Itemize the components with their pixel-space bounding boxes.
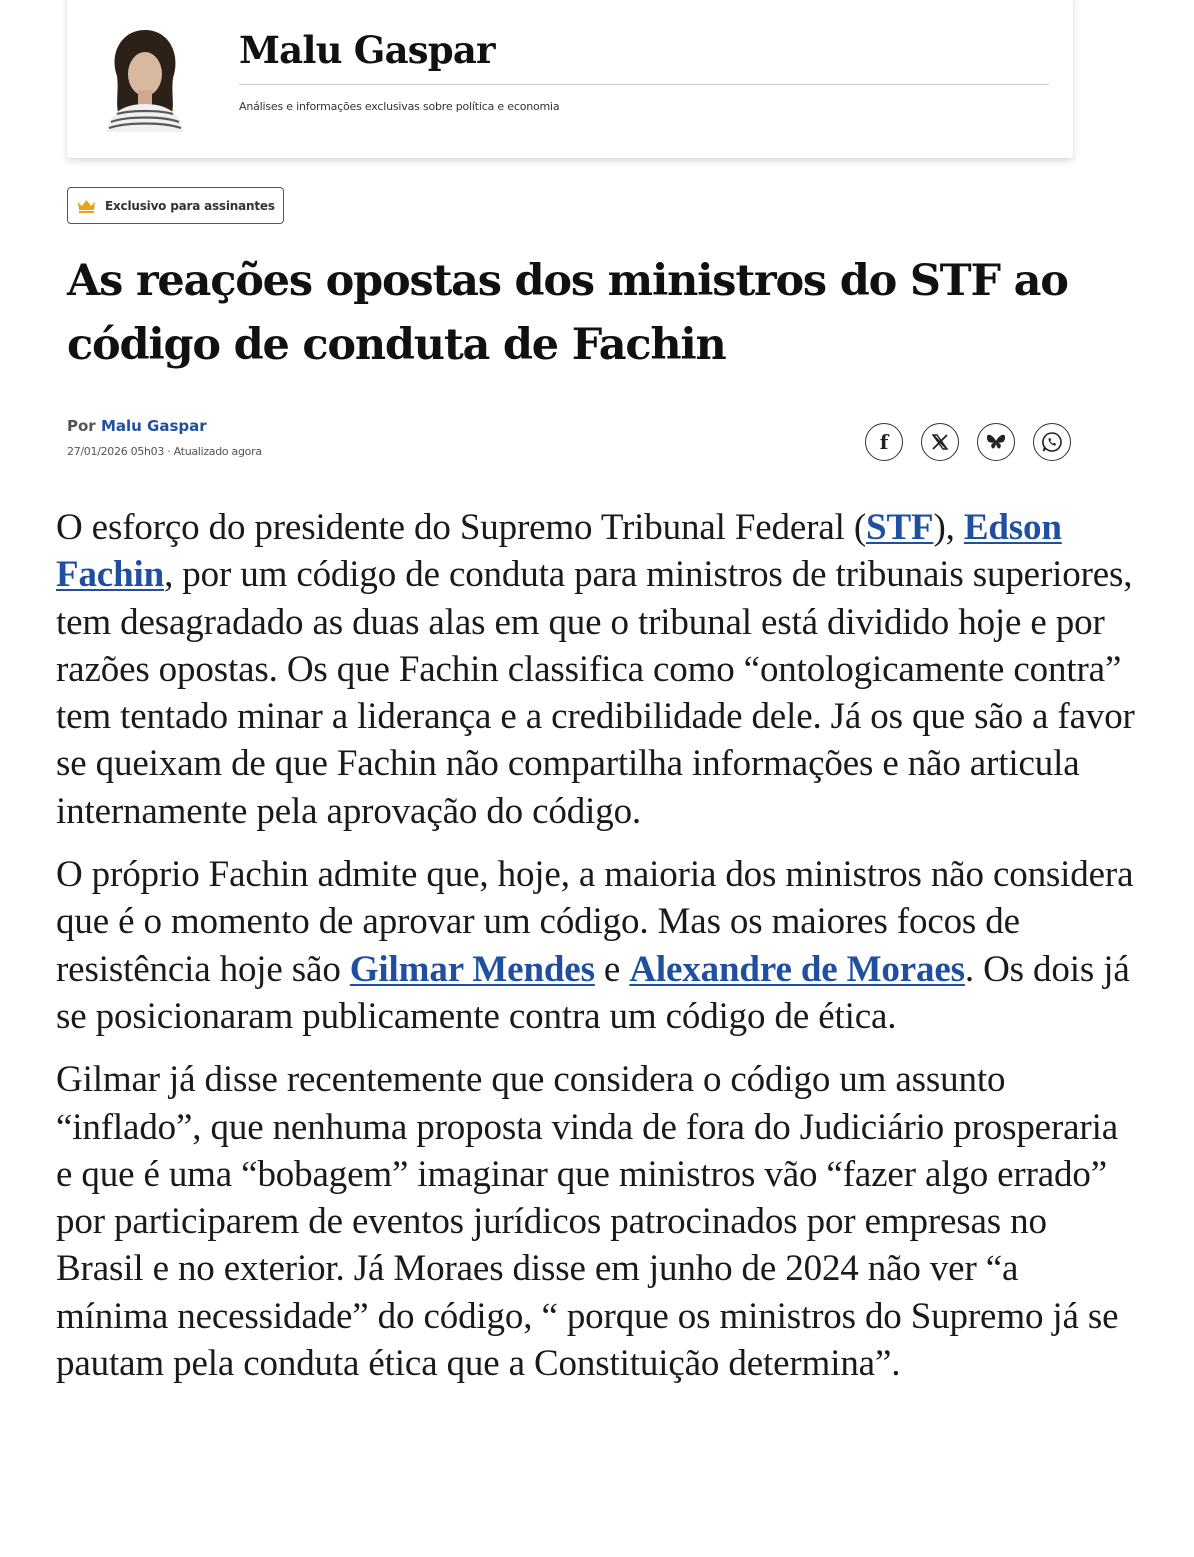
column-tagline: Análises e informações exclusivas sobre política e economia xyxy=(239,100,560,113)
share-facebook-button[interactable] xyxy=(865,423,903,461)
crown-icon xyxy=(77,199,96,213)
share-whatsapp-button[interactable] xyxy=(1033,423,1071,461)
article-body xyxy=(56,504,1136,1403)
author-link[interactable]: Malu Gaspar xyxy=(100,417,207,435)
alexandre-de-moraes-link[interactable]: Alexandre de Moraes xyxy=(629,948,965,990)
paragraph-text: O esforço do presidente do Supremo Tribunal Federal ( xyxy=(56,507,867,548)
facebook-icon: f xyxy=(879,430,889,454)
subscriber-exclusive-badge xyxy=(67,187,284,224)
gilmar-mendes-link[interactable]: Gilmar Mendes xyxy=(349,948,595,990)
share-bluesky-button[interactable] xyxy=(977,423,1015,461)
whatsapp-icon xyxy=(1041,431,1063,453)
column-divider xyxy=(239,84,1049,85)
stf-link[interactable]: STF xyxy=(866,507,934,548)
paragraph-text: ), xyxy=(933,507,964,548)
publish-date: 27/01/2026 05h03 · Atualizado agora xyxy=(67,445,262,458)
body-paragraph: Gilmar já disse recentemente que considera o código um assunto “inflado”, que nenhuma proposta vinda de fora do Judiciário prosperaria e que é uma “bobagem” imaginar que ministros vão “fazer algo errado” por participarem de eventos jurídicos patrocinados por empresas no Brasil e no exterior. Já Moraes disse em junho de 2024 não ver “a mínima necessidade” do código, “ porque os ministros do Supremo já se pautam pela conduta ética que a Constituição determina”. xyxy=(56,1059,1119,1385)
paragraph-text: , por um código de conduta para ministros de tribunais superiores, tem desagradado as duas alas em que o tribunal está dividido hoje e por razões opostas. Os que Fachin classifica como “ontologicamente contra” tem tentado minar a liderança e a credibilidade dele. Já os que são a favor se queixam de que Fachin não compartilha informações e não articula internamente pela aprovação do código. xyxy=(56,554,1135,832)
columnist-avatar[interactable] xyxy=(97,24,193,132)
paragraph-text: . Os dois já se posicionaram publicamente contra um código de ética. xyxy=(56,948,1130,1037)
body-paragraph xyxy=(56,851,1136,1040)
paragraph-text: O próprio Fachin admite que, hoje, a maioria dos ministros não considera que é o momento de aprovar um código. Mas os maiores focos de resistência hoje são xyxy=(56,854,1134,990)
paragraph-text: e xyxy=(594,948,630,990)
x-icon xyxy=(931,433,949,451)
column-header-card[interactable] xyxy=(67,0,1073,158)
body-paragraph xyxy=(56,504,1136,835)
badge-label: Exclusivo para assinantes xyxy=(105,198,275,213)
byline xyxy=(67,417,207,435)
article-headline: As reações opostas dos ministros do STF ao código de conduta de Fachin xyxy=(67,256,1068,370)
share-bar xyxy=(865,423,1071,461)
byline-prefix: Por xyxy=(67,417,96,435)
share-x-button[interactable] xyxy=(921,423,959,461)
bluesky-icon xyxy=(986,433,1006,451)
edson-fachin-link[interactable]: Edson Fachin xyxy=(56,507,1062,596)
column-title[interactable]: Malu Gaspar xyxy=(239,28,495,72)
